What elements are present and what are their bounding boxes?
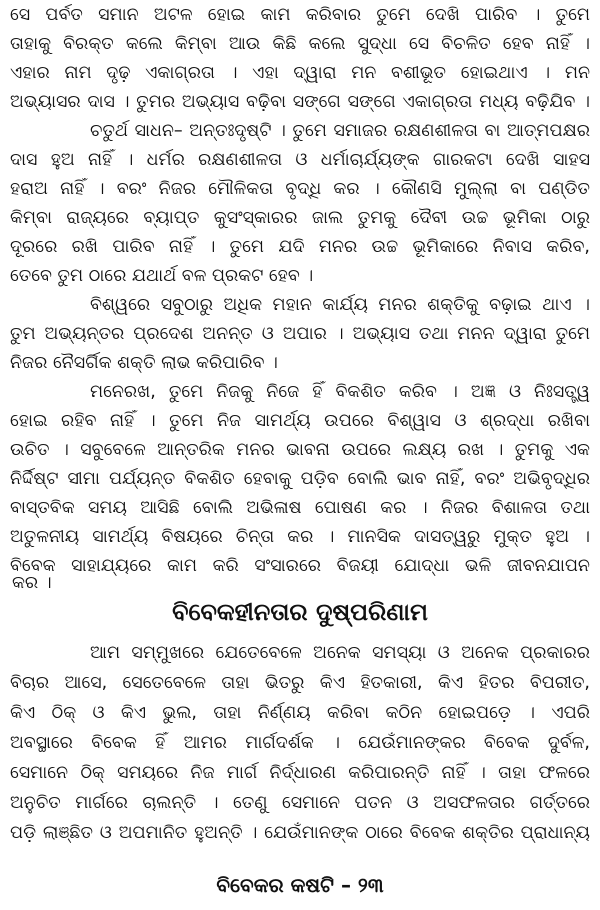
text-line: ଦାସ ହୁଅ ନାହିଁ । ଧର୍ମର ରକ୍ଷଣଶୀଳତା ଓ ଧର୍ମାଚାର୍ଯ୍ୟଙ୍କ ଗାରକଟା ଦେଖି ସାହସ: [10, 150, 590, 170]
text-line: ପଡ଼ି ଲାଞ୍ଛିତ ଓ ଅପମାନିତ ହୁଅନ୍ତି । ଯେଉଁମାନଙ୍କ ଠାରେ ବିବେକ ଶକ୍ତିର ପ୍ରାଧାନ୍ୟ: [10, 823, 590, 843]
text-line: ତୁମ ଅଭ୍ୟନ୍ତର ପ୍ରଦେଶ ଅନନ୍ତ ଓ ଅପାର । ଅଭ୍ୟାସ ତଥା ମନନ ଦ୍ୱାରା ତୁମେ: [10, 324, 590, 344]
text-line: ସେମାନେ ଠିକ୍ ସମୟରେ ନିଜ ମାର୍ଗ ନିର୍ଦ୍ଧାରଣ କରିପାରନ୍ତି ନାହିଁ । ତାହା ଫଳରେ: [10, 763, 590, 783]
text-line: ନିଜର ନୈସର୍ଗିକ ଶକ୍ତି ଲାଭ କରିପାରିବ ।: [10, 353, 278, 373]
text-line: କର ।: [12, 573, 52, 593]
text-line: ନିର୍ଦ୍ଦିଷ୍ଟ ସୀମା ପର୍ଯ୍ୟନ୍ତ ବିକଶିତ ହେବାକୁ ପଡ଼ିବ ବୋଲି ଭାବ ନାହିଁ, ବରଂ ଅଭିବୃଦ୍ଧିର: [10, 469, 590, 489]
text-line: ବାସ୍ତବିକ ସମୟ ଆସିଛି ବୋଲି ଅଭିଳାଷ ପୋଷଣ କର । ନିଜର ବିଶାଳତା ତଥା: [10, 498, 590, 518]
text-line: ଅନୁଚିତ ମାର୍ଗରେ ଚାଲନ୍ତି । ତେଣୁ ସେମାନେ ପତନ ଓ ଅସଫଳତାର ଗର୍ତ୍ତରେ: [10, 793, 590, 813]
text-line: ସେ ପର୍ବତ ସମାନ ଅଟଳ ହୋଇ କାମ କରିବାର ତୁମେ ଦେଖି ପାରିବ । ତୁମେ: [10, 5, 590, 25]
text-line: ଅତୁଳନୀୟ ସାମର୍ଥ୍ୟ ବିଷୟରେ ଚିନ୍ତା କର । ମାନସିକ ଦାସତ୍ୱରୁ ମୁକ୍ତ ହୁଅ ।: [10, 527, 590, 547]
text-line: ମନେରଖ, ତୁମେ ନିଜକୁ ନିଜେ ହିଁ ବିକଶିତ କରିବ । ଅଜ୍ଞ ଓ ନିଃସତ୍ତ୍ୱ: [90, 382, 590, 402]
section-heading: ବିବେକହୀନତାର ଦୁଷ୍ପରିଣାମ: [172, 598, 428, 626]
text-line: ହରାଅ ନାହିଁ । ବରଂ ନିଜର ମୌଳିକତା ବୃଦ୍ଧି କର । କୌଣସି ମୁଲ୍ଲା ବା ପଣ୍ଡିତ: [10, 179, 590, 199]
text-line: ଦୂରରେ ରଖି ପାରିବ ନାହିଁ । ତୁମେ ଯଦି ମନର ଉଚ୍ଚ ଭୂମିକାରେ ନିବାସ କରିବ,: [10, 237, 590, 257]
text-line: ଅବସ୍ଥାରେ ବିବେକ ହିଁ ଆମର ମାର୍ଗଦର୍ଶକ । ଯେଉଁମାନଙ୍କର ବିବେକ ଦୁର୍ବଳ,: [10, 733, 590, 753]
text-line: ବିଶ୍ୱରେ ସବୁଠାରୁ ଅଧିକ ମହାନ କାର୍ଯ୍ୟ ମନର ଶକ୍ତିକୁ ବଢ଼ାଇ ଥାଏ ।: [90, 295, 590, 315]
text-line: ଆମ ସମ୍ମୁଖରେ ଯେତେବେଳେ ଅନେକ ସମସ୍ୟା ଓ ଅନେକ ପ୍ରକାରର: [90, 643, 590, 663]
text-line: ଚତୁର୍ଥ ସାଧନ– ଅନ୍ତଃଦୃଷ୍ଟି । ତୁମେ ସମାଜର ରକ୍ଷଣଶୀଳତା ବା ଆତ୍ମପକ୍ଷର: [90, 121, 590, 141]
text-line: ତାହାକୁ ବିରକ୍ତ କଲେ କିମ୍ବା ଆଉ କିଛି କଲେ ସୁଦ୍ଧା ସେ ବିଚଳିତ ହେବ ନାହିଁ ।: [10, 34, 590, 54]
text-line: ଏହାର ନାମ ଦୃଢ଼ ଏକାଗ୍ରତା । ଏହା ଦ୍ୱାରା ମନ ବଶୀଭୂତ ହୋଇଥାଏ । ମନ: [10, 63, 590, 83]
text-line: ବିବେକ ସାହାଯ୍ୟରେ କାମ କରି ସଂସାରରେ ବିଜୟୀ ଯୋଦ୍ଧା ଭଳି ଜୀବନଯାପନ: [10, 556, 590, 576]
text-line: ବିଚାର ଆସେ, ସେତେବେଳେ ତାହା ଭିତରୁ କିଏ ହିତକାରୀ, କିଏ ହିତର ବିପରୀତ,: [10, 673, 590, 693]
page-footer: ବିବେକର କଷଟି – ୨୩: [216, 873, 384, 897]
text-line: ତେବେ ତୁମ ଠାରେ ଯଥାର୍ଥ ବଳ ପ୍ରକଟ ହେବ ।: [10, 266, 314, 286]
text-line: ଉଚିତ । ସବୁବେଳେ ଆନ୍ତରିକ ମନର ଭାବନା ଉପରେ ଲକ୍ଷ୍ୟ ରଖ । ତୁମକୁ ଏକ: [10, 440, 590, 460]
text-line: କିଏ ଠିକ୍ ଓ କିଏ ଭୁଲ, ତାହା ନିର୍ଣ୍ଣୟ କରିବା କଠିନ ହୋଇପଡ଼େ । ଏପରି: [10, 703, 590, 723]
text-line: ଅଭ୍ୟାସର ଦାସ । ତୁମର ଅଭ୍ୟାସ ବଢ଼ିବା ସଙ୍ଗେ ସଙ୍ଗେ ଏକାଗ୍ରତା ମଧ୍ୟ ବଢ଼ିଯିବ ।: [10, 92, 590, 112]
text-line: ହୋଇ ରହିବ ନାହିଁ । ତୁମେ ନିଜ ସାମର୍ଥ୍ୟ ଉପରେ ବିଶ୍ୱାସ ଓ ଶ୍ରଦ୍ଧା ରଖିବା: [10, 411, 590, 431]
text-line: କିମ୍ବା ରାଜ୍ୟରେ ବ୍ୟାପ୍ତ କୁସଂସ୍କାରର ଜାଲ ତୁମକୁ ଦୈବୀ ଉଚ୍ଚ ଭୂମିକା ଠାରୁ: [10, 208, 590, 228]
